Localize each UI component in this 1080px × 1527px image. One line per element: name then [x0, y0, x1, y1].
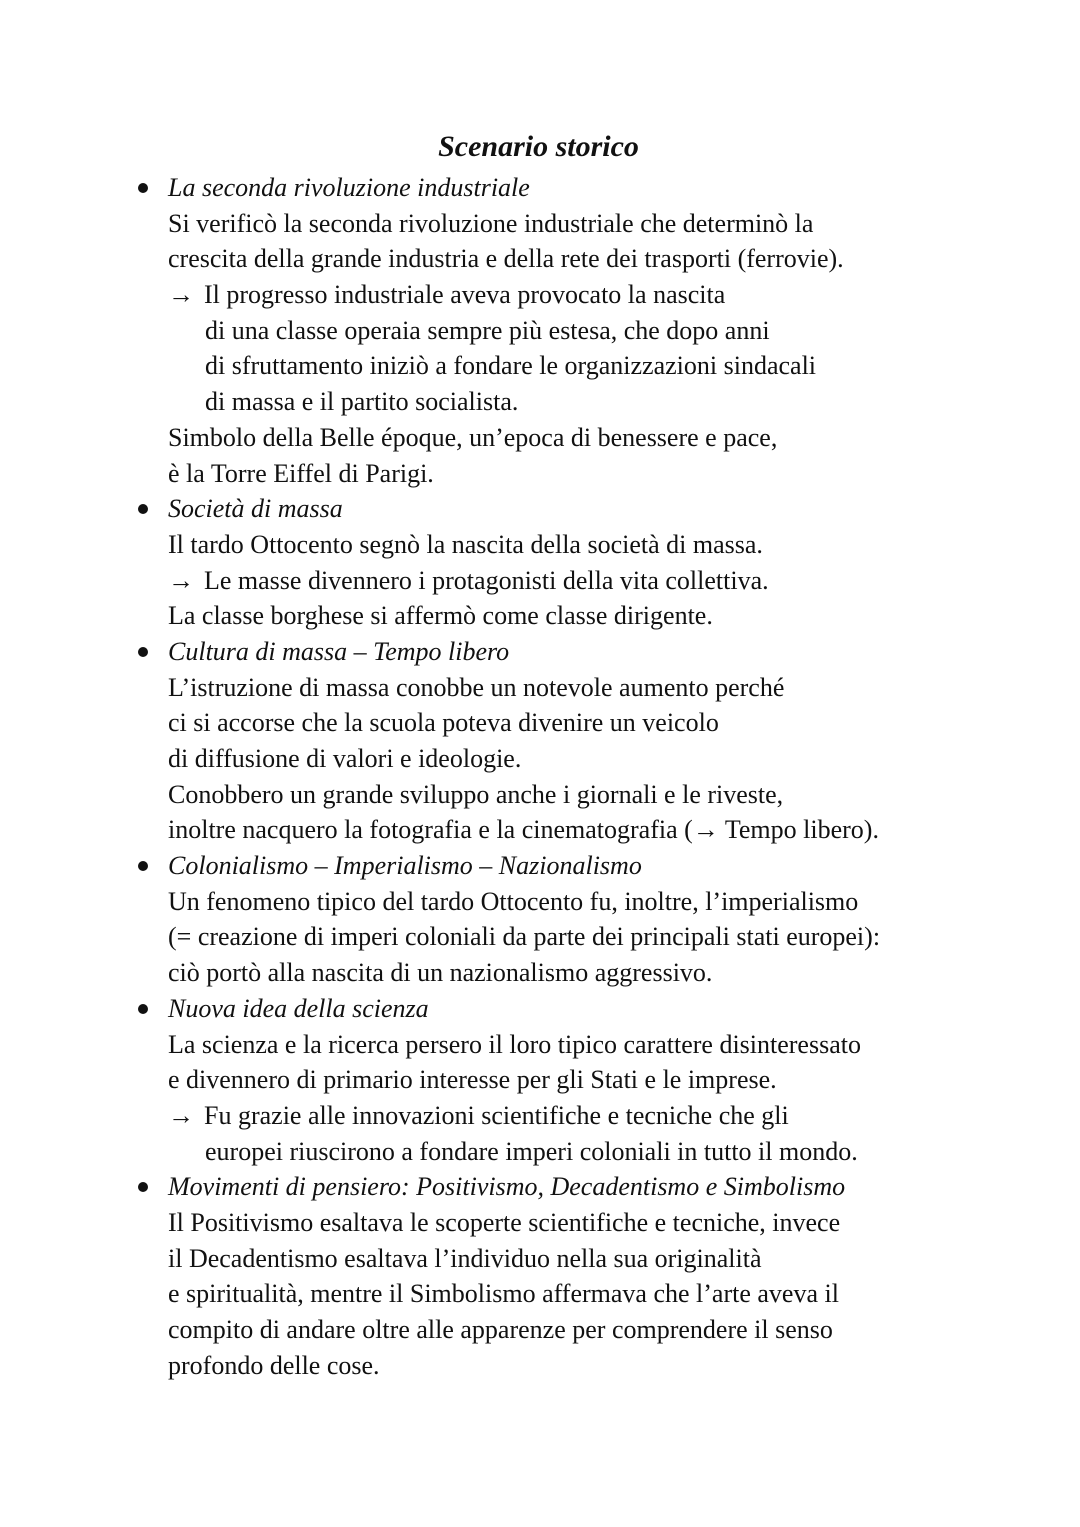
- body-line: Conobbero un grande sviluppo anche i giornali e le riveste,: [168, 779, 784, 809]
- body-line: Il tardo Ottocento segnò la nascita della società di massa.: [168, 529, 763, 559]
- body-line: e spiritualità, mentre il Simbolismo affermava che l’arte aveva il: [168, 1279, 839, 1309]
- section-heading: Cultura di massa – Tempo libero: [168, 636, 510, 666]
- arrow-right-icon: →: [692, 815, 719, 845]
- body-text: Fu grazie alle innovazioni scientifiche e tecniche che gli: [204, 1100, 789, 1130]
- body-line: L’istruzione di massa conobbe un notevole aumento perché: [168, 672, 785, 702]
- body-line: di diffusione di valori e ideologie.: [168, 744, 522, 773]
- section-heading: Società di massa: [168, 494, 343, 524]
- section-heading: Movimenti di pensiero: Positivismo, Decadentismo e Simbolismo: [168, 1172, 846, 1202]
- body-line: (= creazione di imperi coloniali da parte dei principali stati europei):: [168, 922, 881, 952]
- section-seconda-rivoluzione: [0, 170, 1080, 491]
- body-text: inoltre nacquero la fotografia e la cinematografia (: [168, 815, 693, 845]
- body-line: è la Torre Eiffel di Parigi.: [168, 458, 434, 488]
- body-line: ciò portò alla nascita di un nazionalismo aggressivo.: [168, 958, 713, 988]
- body-line: Si verificò la seconda rivoluzione industriale che determinò la: [168, 208, 814, 238]
- bullet-icon: [138, 183, 148, 193]
- bullet-icon: [138, 1004, 148, 1014]
- arrow-right-icon: →: [168, 1100, 194, 1130]
- arrow-line: [0, 563, 1080, 599]
- page-title: Scenario storico: [438, 130, 639, 163]
- section-heading: Colonialismo – Imperialismo – Nazionalismo: [168, 851, 642, 881]
- body-line: ci si accorse che la scuola poteva divenire un veicolo: [168, 708, 719, 738]
- body-line: di sfruttamento iniziò a fondare le organizzazioni sindacali: [205, 351, 817, 381]
- body-line: La scienza e la ricerca persero il loro tipico carattere disinteressato: [168, 1029, 861, 1059]
- body-line: compito di andare oltre alle apparenze per comprendere il senso: [168, 1315, 833, 1344]
- arrow-right-icon: →: [168, 280, 194, 310]
- section-colonialismo: [0, 848, 1080, 991]
- body-line: di una classe operaia sempre più estesa, che dopo anni: [205, 315, 770, 345]
- arrow-right-icon: →: [168, 565, 194, 595]
- bullet-icon: [138, 861, 148, 871]
- body-text: Il progresso industriale aveva provocato la nascita: [204, 280, 726, 310]
- body-line: profondo delle cose.: [168, 1350, 380, 1380]
- arrow-line: [0, 1098, 1080, 1134]
- body-line: Simbolo della Belle époque, un’epoca di benessere e pace,: [168, 422, 778, 452]
- section-movimenti-di-pensiero: [0, 1169, 1080, 1383]
- body-line: di massa e il partito socialista.: [205, 387, 519, 417]
- body-text: Tempo libero).: [718, 815, 879, 845]
- body-line: crescita della grande industria e della rete dei trasporti (ferrovie).: [168, 244, 844, 274]
- body-text: Le masse divennero i protagonisti della vita collettiva.: [204, 565, 769, 595]
- body-line: [0, 812, 1080, 848]
- body-line: e divennero di primario interesse per gli Stati e le imprese.: [168, 1065, 777, 1095]
- body-line: Il Positivismo esaltava le scoperte scientifiche e tecniche, invece: [168, 1207, 841, 1237]
- content-list: [0, 170, 1080, 1383]
- section-heading: La seconda rivoluzione industriale: [168, 173, 530, 202]
- body-line: europei riuscirono a fondare imperi coloniali in tutto il mondo.: [205, 1136, 858, 1166]
- section-heading: Nuova idea della scienza: [168, 993, 429, 1023]
- body-line: il Decadentismo esaltava l’individuo nella sua originalità: [168, 1243, 762, 1273]
- section-nuova-idea-scienza: [0, 991, 1080, 1169]
- body-line: La classe borghese si affermò come classe dirigente.: [168, 601, 713, 631]
- body-line: Un fenomeno tipico del tardo Ottocento fu, inoltre, l’imperialismo: [168, 886, 859, 916]
- arrow-line: [0, 277, 1080, 313]
- section-cultura-di-massa: [0, 634, 1080, 848]
- section-societa-di-massa: [0, 491, 1080, 634]
- bullet-icon: [138, 647, 148, 657]
